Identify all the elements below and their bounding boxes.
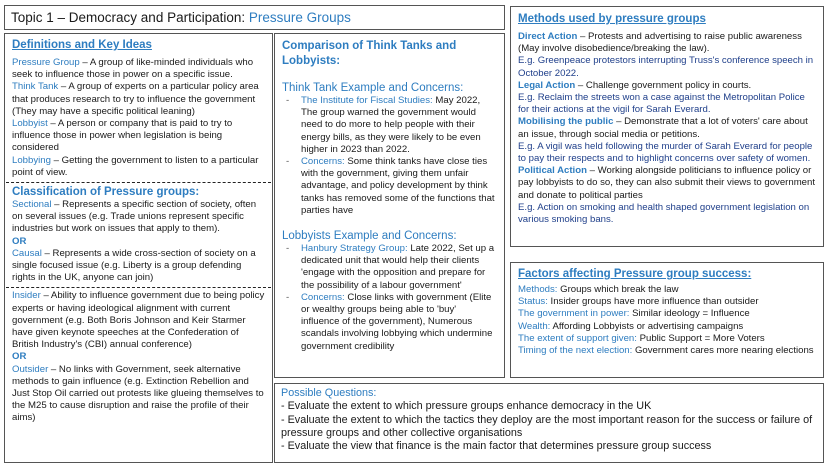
- list-item: - The Institute for Fiscal Studies: May 2022, The group warned the government would need to do more to help people with their energy bills, as they were likely to be even higher in 2023 than 2022.: [282, 95, 497, 156]
- list-item: - Hanbury Strategy Group: Late 2022, Set up a dedicated unit that would help their clients 'engage with the opposition and prepare for the possibility of a labour government': [282, 243, 497, 292]
- factor-item: Methods: Groups which break the law: [518, 284, 679, 295]
- factors-panel: [510, 262, 824, 378]
- definition-item: Think Tank – A group of experts on a particular policy area that produces research to try to influence the government (They may have a specific political leaning): [12, 81, 259, 117]
- factor-item: Timing of the next election: Government cares more nearing elections: [518, 345, 814, 357]
- title-box: [4, 5, 505, 30]
- think-tank-subheading: Think Tank Example and Concerns:: [282, 82, 464, 94]
- comparison-panel: [274, 33, 505, 378]
- factor-item: The extent of support given: Public Support = More Voters: [518, 332, 765, 344]
- list-item: - Concerns: Close links with government (Elite or wealthy groups being able to 'buy' influence of the government), Numerous scandals involving lobbying which undermine government credibility: [282, 292, 497, 353]
- factor-item: Status: Insider groups have more influence than outsider: [518, 296, 759, 308]
- or-label: OR: [12, 235, 27, 247]
- definition-item: Pressure Group – A group of like-minded individuals who seek to influence those in power on a specific issue.: [12, 57, 254, 81]
- classification-insider: Insider – Ability to influence government due to being policy experts or having ideological alignment with current government (e.g. Both Boris Johnson and Keir Starmer have given keynote speeches at the Confederation of British Industry's (CBI) annual conference): [12, 290, 265, 351]
- question-item: - Evaluate the extent to which pressure groups enhance democracy in the UK: [281, 400, 652, 413]
- lobbyists-subheading: Lobbyists Example and Concerns:: [282, 230, 457, 243]
- definition-item: Lobbying – Getting the government to listen to a particular point of view.: [12, 154, 259, 178]
- classification-outsider: Outsider – No links with Government, seek alternative methods to gain influence (e.g. Extinction Rebellion and Just Stop Oil carried out protests like glueing themselves to the M25 to cause disruption and raise the profile of their aims): [12, 363, 264, 424]
- definition-item: Lobbyist – A person or company that is paid to try to influence those in power when legislation is being considered: [12, 118, 233, 154]
- factors-heading: Factors affecting Pressure group success:: [518, 268, 752, 280]
- questions-panel: [274, 383, 824, 463]
- question-item: - Evaluate the view that finance is the main factor that determines pressure group success: [281, 440, 712, 453]
- definitions-panel: [4, 33, 273, 463]
- classification-sectional: Sectional – Represents a specific section of society, often on several issues (e.g. Trade unions represent specific industries but work on issues that apply to them).: [12, 199, 257, 235]
- classification-causal: Causal – Represents a wide cross-section of society on a single focused issue (e.g. Liberty is a group defending rights in the UK, anyone can join): [12, 247, 256, 284]
- method-item: Legal Action – Challenge government policy in courts. E.g. Reclaim the streets won a case against the Metropolitan Police for their actions at the vigil for Sarah Everard.: [518, 79, 805, 116]
- title-prefix: Topic 1 – Democracy and Participation:: [11, 10, 249, 25]
- divider: [6, 287, 271, 288]
- comparison-heading: Comparison of Think Tanks and Lobbyists:: [282, 40, 457, 67]
- questions-heading: Possible Questions:: [281, 387, 377, 399]
- method-item: Direct Action – Protests and advertising to raise public awareness (May involve disobedience/breaking the law). E.g. Greenpeace protestors interrupting Truss's conference speech in October 2022.: [518, 31, 814, 79]
- definitions-heading: Definitions and Key Ideas: [12, 39, 152, 51]
- or-label: OR: [12, 351, 27, 363]
- title-highlight: Pressure Groups: [248, 10, 351, 25]
- factor-item: The government in power: Similar ideology = Influence: [518, 308, 750, 320]
- question-item: - Evaluate the extent to which the tactics they deploy are the most important reason for the success or failure of pressure groups and other collective organisations: [281, 413, 813, 439]
- list-item: - Concerns: Some think tanks have close ties with the government, giving them unfair advantage, and policy development by think tanks has removed some of the functions that parties have: [282, 156, 497, 217]
- factor-item: Wealth: Affording Lobbyists or advertising campaigns: [518, 320, 744, 332]
- method-item: Political Action – Working alongside politicians to influence policy or pay lobbyists to do so, they can also submit their views to government and donate to political parties E.g. Action on smoking and health shaped government legislation on various smoking bans.: [518, 165, 816, 226]
- methods-heading: Methods used by pressure groups: [518, 13, 706, 25]
- classification-heading: Classification of Pressure groups:: [12, 186, 200, 199]
- divider: [6, 182, 271, 183]
- method-item: Mobilising the public – Demonstrate that a lot of voters' care about an issue, through social media or petitions. E.g. A vigil was held following the murder of Sarah Everard for people to pay their respects and to highlight concerns over safety of women.: [518, 116, 813, 165]
- methods-panel: [510, 6, 824, 247]
